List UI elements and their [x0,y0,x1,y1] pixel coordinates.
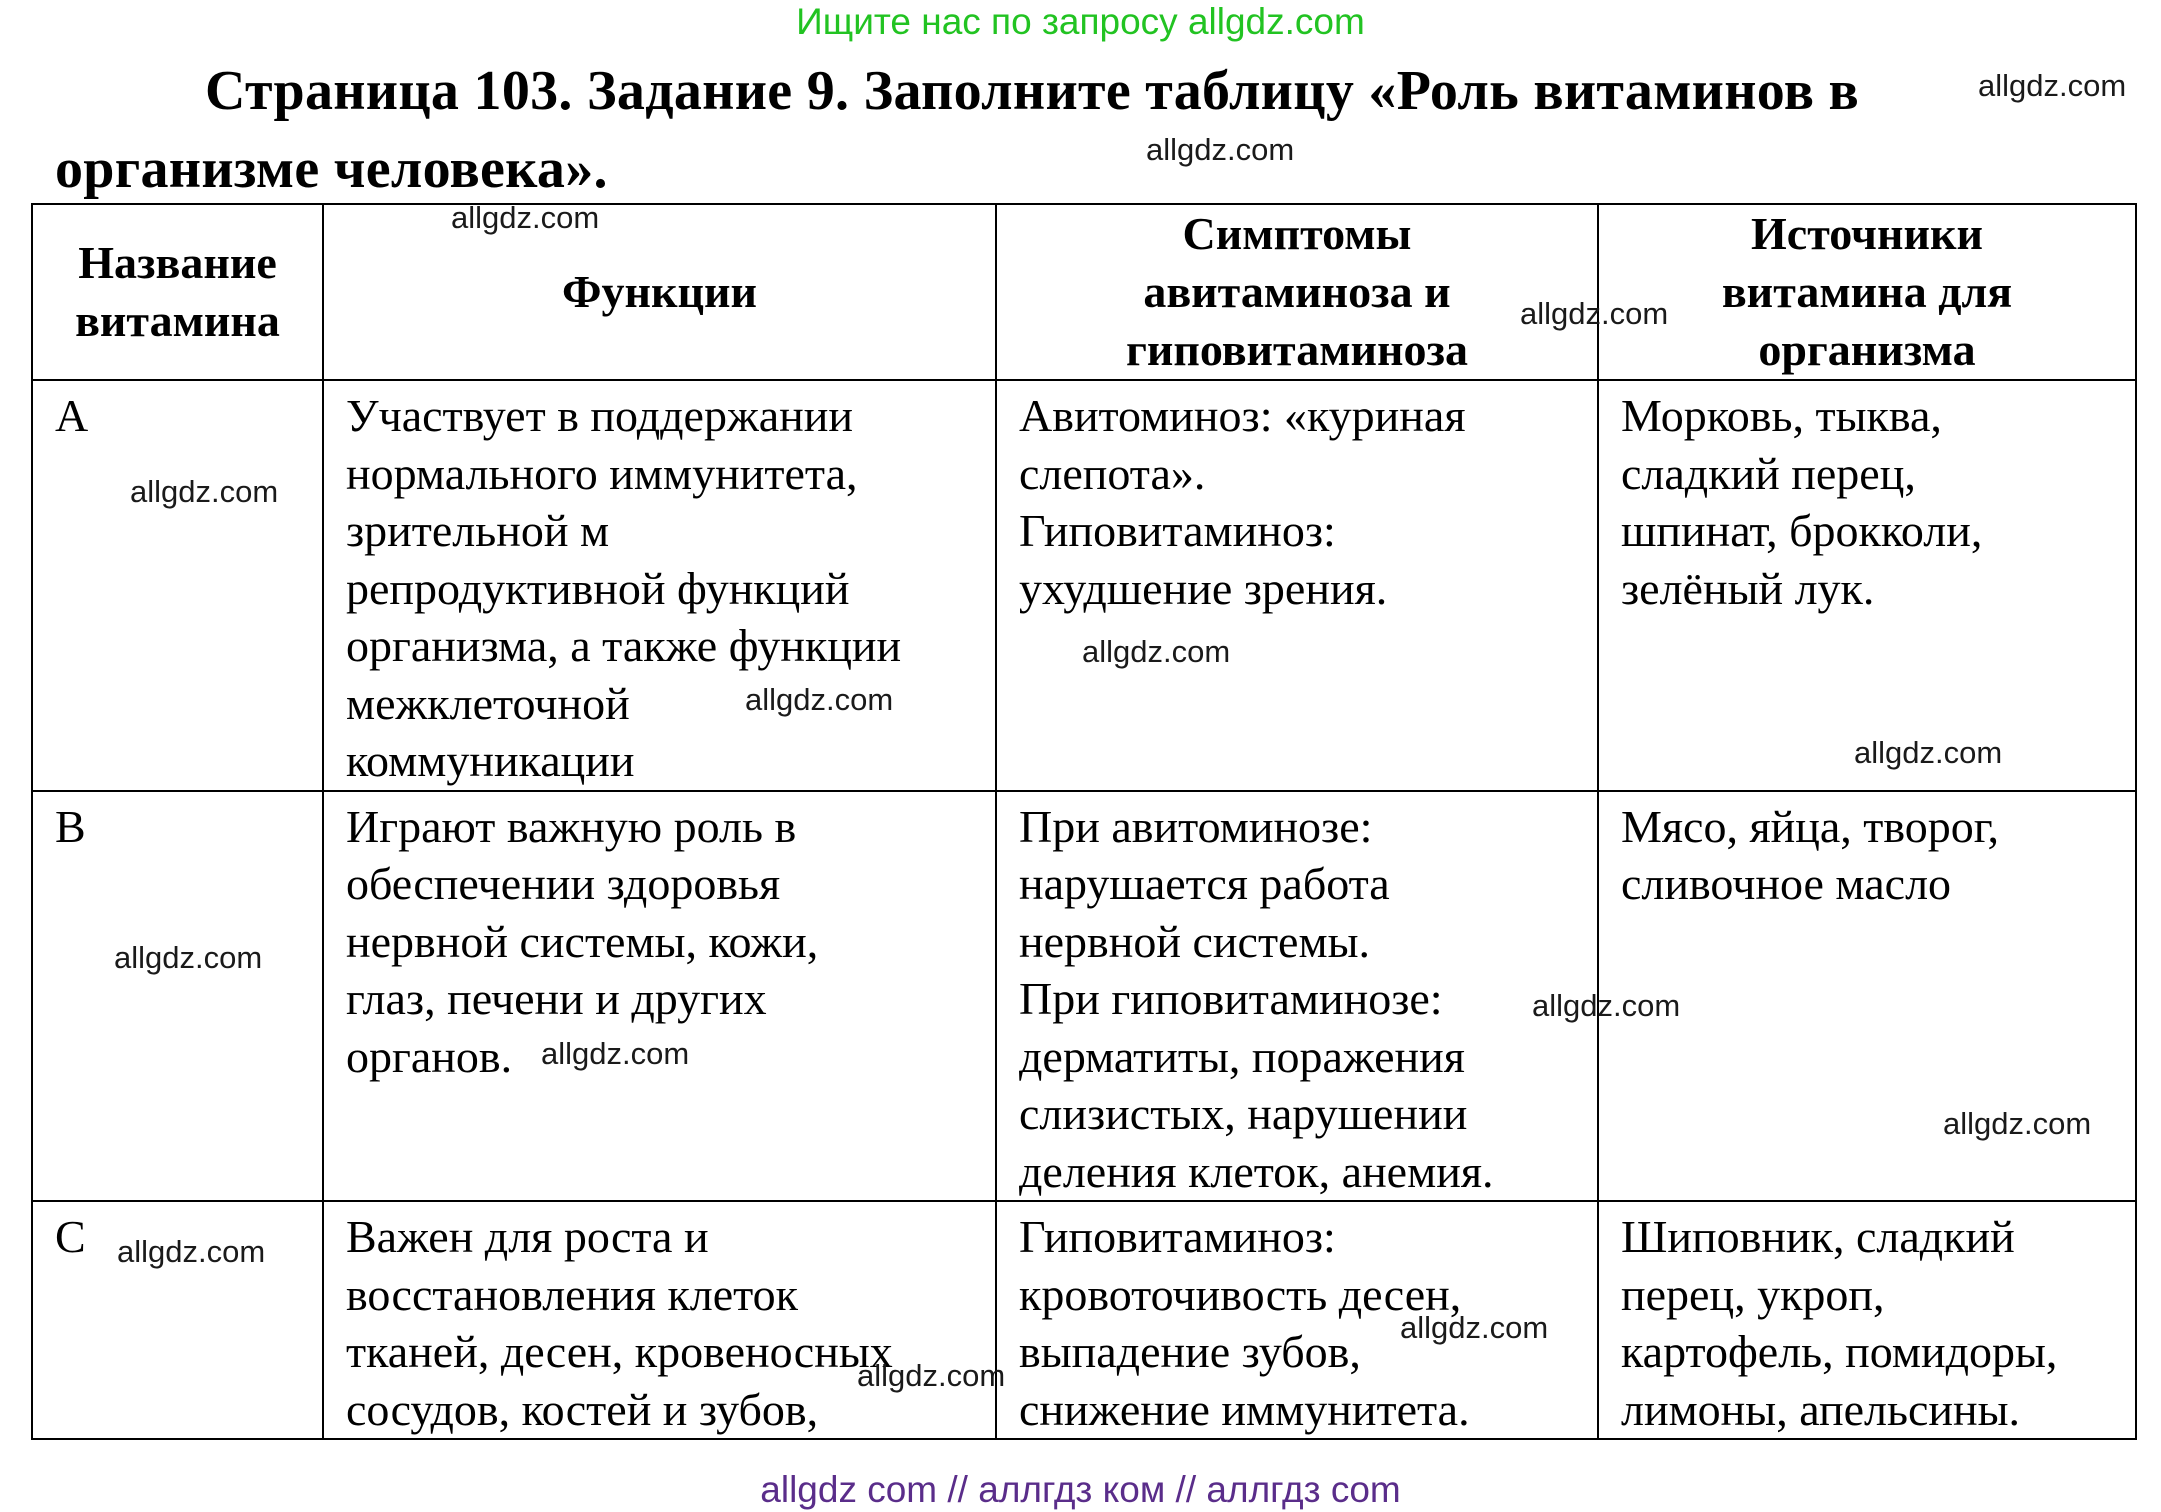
watermark: allgdz.com [1146,132,1295,167]
watermark: allgdz.com [1532,988,1681,1023]
table-row [32,380,2136,791]
watermark: allgdz.com [745,682,894,717]
vitamins-table [31,203,2137,1440]
watermark: allgdz.com [1520,296,1669,331]
table-header-row [32,204,2136,380]
symptoms-cell: Авитоминоз: «куриная слепота». Гиповитаминоз: ухудшение зрения. [996,380,1598,791]
vitamin-name-cell: C [32,1201,323,1439]
watermark: allgdz.com [857,1358,1006,1393]
watermark: allgdz.com [451,200,600,235]
sources-cell: Морковь, тыква, сладкий перец, шпинат, брокколи, зелёный лук. [1598,380,2136,791]
watermark: allgdz.com [1854,735,2003,770]
watermark: allgdz.com [1082,634,1231,669]
vitamin-name-cell: B [32,791,323,1202]
top-banner: Ищите нас по запросу allgdz.com [796,1,1365,42]
bottom-banner: allgdz com // аллгдз ком // аллгдз com [760,1469,1401,1510]
sources-cell: Мясо, яйца, творог, сливочное масло [1598,791,2136,1202]
functions-cell: Участвует в поддержании нормального иммунитета, зрительной м репродуктивной функций организма, а также функции межклеточной коммуникации [323,380,996,791]
vitamin-name-cell: A [32,380,323,791]
table-row [32,1201,2136,1439]
watermark: allgdz.com [1400,1310,1549,1345]
symptoms-cell: При авитоминозе: нарушается работа нервной системы. При гиповитаминозе: дерматиты, поражения слизистых, нарушении деления клеток, анемия. [996,791,1598,1202]
page-title: Страница 103. Задание 9. Заполните таблицу «Роль витаминов в организме человека». [55,60,1860,200]
watermark: allgdz.com [117,1234,266,1269]
header-functions: Функции [323,204,996,380]
functions-cell: Важен для роста и восстановления клеток тканей, десен, кровеносных сосудов, костей и зубов, [323,1201,996,1439]
watermark: allgdz.com [541,1036,690,1071]
functions-cell: Играют важную роль в обеспечении здоровья нервной системы, кожи, глаз, печени и других органов. [323,791,996,1202]
header-symptoms: Симптомы авитаминоза и гиповитаминоза [996,204,1598,380]
header-vitamin-name: Название витамина [32,204,323,380]
header-sources: Источники витамина для организма [1598,204,2136,380]
sources-cell: Шиповник, сладкий перец, укроп, картофель, помидоры, лимоны, апельсины. [1598,1201,2136,1439]
watermark: allgdz.com [130,474,279,509]
symptoms-cell: Гиповитаминоз: кровоточивость десен, выпадение зубов, снижение иммунитета. [996,1201,1598,1439]
watermark: allgdz.com [114,940,263,975]
watermark: allgdz.com [1978,68,2127,103]
table-row [32,791,2136,1202]
watermark: allgdz.com [1943,1106,2092,1141]
